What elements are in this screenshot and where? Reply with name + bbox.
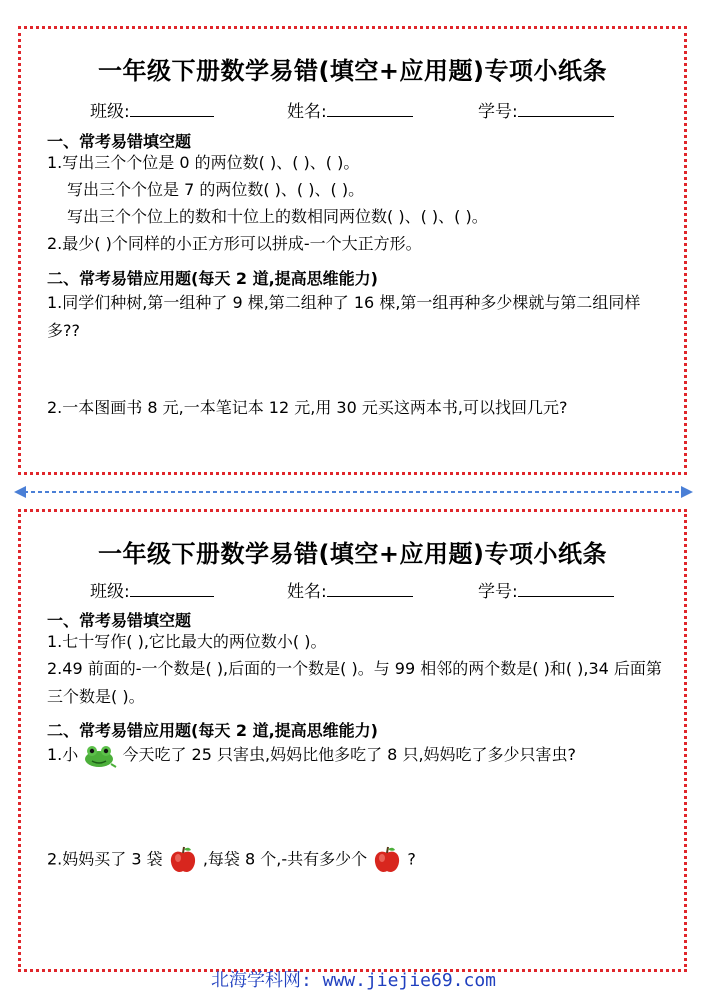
- footer-watermark: 北海学科网: www.jiejie69.com: [210, 970, 497, 991]
- question-1b: 写出三个个位是 7 的两位数( )、( )、( )。: [67, 180, 365, 199]
- word-problem-2-middle: ,每袋 8 个,-共有多少个: [202, 849, 368, 869]
- frog-icon: [83, 744, 117, 768]
- question-1: 1.七十写作( ),它比最大的两位数小( )。: [47, 632, 327, 651]
- name-field[interactable]: [287, 97, 413, 122]
- name-field[interactable]: [287, 577, 413, 602]
- word-problem-2-start: 2.妈妈买了 3 袋: [47, 849, 163, 869]
- name-label: 姓名:: [287, 582, 327, 602]
- word-problem-2: [47, 845, 416, 875]
- word-problem-1: 1.同学们种树,第一组种了 9 棵,第二组种了 16 棵,第一组再种多少棵就与第二组同样多??: [47, 293, 641, 340]
- class-label: 班级:: [90, 582, 130, 602]
- word-problem-2-end: ?: [407, 849, 416, 869]
- apple-icon: [372, 845, 402, 875]
- id-field[interactable]: [478, 97, 614, 122]
- question-1a: 1.写出三个个位是 0 的两位数( )、( )、( )。: [47, 153, 360, 172]
- section-heading-fill: 一、常考易错填空题: [47, 611, 192, 630]
- name-label: 姓名:: [287, 102, 327, 122]
- question-1c: 写出三个个位上的数和十位上的数相同两位数( )、( )、( )。: [67, 207, 488, 226]
- id-field[interactable]: [478, 577, 614, 602]
- card-title: 一年级下册数学易错(填空+应用题)专项小纸条: [97, 57, 608, 85]
- question-2: 2.49 前面的-一个数是( ),后面的一个数是( )。与 99 相邻的两个数是( )和( ),34 后面第三个数是( )。: [47, 659, 662, 706]
- section-heading-apply: 二、常考易错应用题(每天 2 道,提高思维能力): [47, 721, 378, 740]
- id-label: 学号:: [478, 582, 518, 602]
- worksheet-card-1: [18, 26, 687, 475]
- id-label: 学号:: [478, 102, 518, 122]
- double-arrow-divider: [14, 484, 693, 500]
- section-heading-fill: 一、常考易错填空题: [47, 132, 192, 151]
- card-title: 一年级下册数学易错(填空+应用题)专项小纸条: [97, 540, 608, 568]
- worksheet-card-2: [18, 509, 687, 972]
- word-problem-2: 2.一本图画书 8 元,一本笔记本 12 元,用 30 元买这两本书,可以找回几元?: [47, 398, 568, 417]
- question-2: 2.最少( )个同样的小正方形可以拼成-一个大正方形。: [47, 234, 422, 253]
- section-heading-apply: 二、常考易错应用题(每天 2 道,提高思维能力): [47, 269, 378, 288]
- class-label: 班级:: [90, 102, 130, 122]
- class-field[interactable]: [90, 97, 214, 122]
- word-problem-1: [47, 741, 662, 769]
- apple-icon: [168, 845, 198, 875]
- class-field[interactable]: [90, 577, 214, 602]
- word-problem-1-rest: 今天吃了 25 只害虫,妈妈比他多吃了 8 只,妈妈吃了多少只害虫?: [122, 745, 577, 764]
- word-problem-1-start: 1.小: [47, 745, 79, 764]
